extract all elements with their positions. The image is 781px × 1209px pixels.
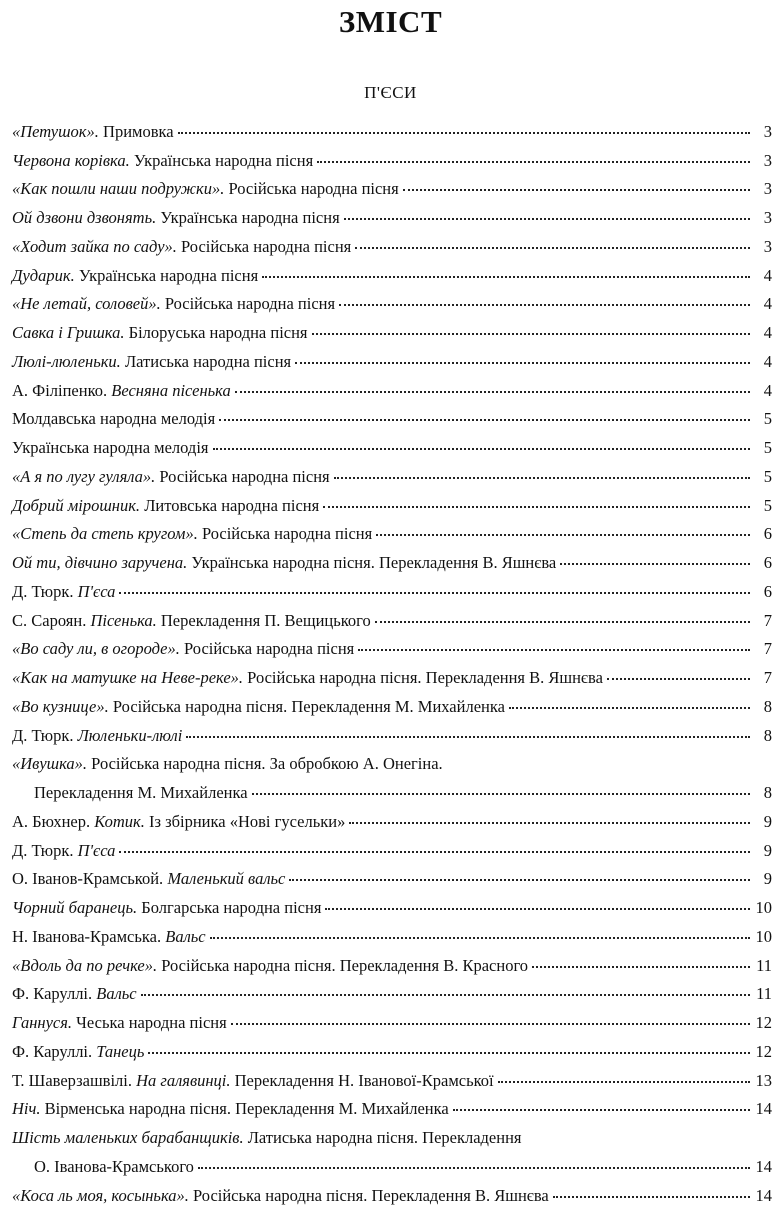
toc-entry-line (12, 524, 772, 544)
toc-entry-title (12, 1128, 522, 1148)
page-number: 9 (763, 869, 772, 889)
toc-entry-text: А. Бюхнер. (12, 811, 95, 831)
toc-entry-line (12, 726, 772, 746)
toc-entry (12, 202, 772, 231)
toc-entry-line (12, 841, 772, 861)
toc-entry-title (12, 1013, 227, 1033)
page-number: 4 (763, 265, 772, 285)
toc-entry-text: Литовська народна пісня (140, 495, 320, 515)
toc-entry-italic-text: «Ходит зайка по саду». (12, 236, 177, 256)
toc-entry (12, 662, 772, 691)
toc-entry-line (12, 467, 772, 487)
toc-entry-italic-text: «Во саду ли, в огороде». (12, 639, 180, 659)
toc-entry-title (12, 726, 182, 746)
dot-leader (178, 131, 750, 134)
toc-entry-title (12, 179, 399, 199)
toc-entry-text: Російська народна пісня. Перекладення В. Яшнєва (188, 1185, 549, 1205)
dot-leader (119, 850, 750, 853)
toc-entry-line (34, 1157, 772, 1177)
toc-entry-text: Ф. Каруллі. (12, 1041, 97, 1061)
dot-leader (355, 246, 750, 249)
toc-entry-title (12, 1071, 494, 1091)
page-number: 11 (756, 955, 772, 975)
toc-entry (12, 231, 772, 260)
toc-entry-italic-text: «Не летай, соловей». (12, 294, 161, 314)
toc-entry-text: Українська народна пісня. Перекладення В. Яшнєва (187, 553, 557, 572)
toc-entry-italic-text: Люленьки-люлі (77, 725, 183, 745)
toc-entry (12, 691, 772, 720)
dot-leader (560, 562, 750, 565)
toc-entry-text: Російська народна пісня (160, 294, 336, 314)
toc-entry-italic-text: Котик. (94, 811, 145, 831)
toc-entry (12, 1007, 772, 1036)
toc-entry-title (12, 697, 505, 717)
toc-entry-title (12, 409, 215, 429)
toc-entry (12, 950, 772, 979)
toc-entry-line (12, 409, 772, 429)
toc-entry-line (12, 1071, 772, 1091)
toc-entry-title (12, 984, 137, 1004)
toc-entry-text: Д. Тюрк. (12, 581, 78, 601)
toc-entry-line (12, 869, 772, 889)
toc-entry (12, 1094, 772, 1123)
dot-leader (334, 476, 750, 479)
toc-entry-italic-text: «Как на матушке на Неве-реке». (12, 668, 244, 687)
toc-entry-line (12, 668, 772, 688)
page-number: 9 (763, 840, 772, 860)
page-number: 10 (755, 898, 772, 917)
toc-entry-line (12, 294, 772, 314)
toc-entry-line (12, 323, 772, 343)
page-number: 6 (763, 581, 772, 601)
toc-entry (12, 260, 772, 289)
page-number: 7 (763, 610, 772, 630)
toc-entry-text: Перекладення М. Михайленка (34, 783, 248, 802)
toc-entry-title (12, 1042, 144, 1062)
toc-entry-text: Українська народна мелодія (12, 438, 209, 457)
dot-leader (119, 591, 750, 594)
toc-entry (12, 576, 772, 605)
toc-entry-italic-text: Ой дзвони дзвонять. (12, 208, 157, 227)
toc-entry-line (12, 582, 772, 602)
toc-entry-title (12, 467, 330, 487)
page-number: 3 (763, 208, 772, 227)
toc-entry (12, 835, 772, 864)
toc-entry-text: Російська народна пісня. Перекладення М. Михайленка (108, 696, 505, 716)
toc-entry-title (12, 956, 528, 976)
toc-entry (12, 864, 772, 893)
toc-entry-text: Російська народна пісня. Перекладення В. Яшнєва (243, 668, 603, 687)
dot-leader (213, 447, 751, 450)
toc-entry-title (12, 1186, 549, 1206)
toc-entry-line (12, 1128, 772, 1148)
dot-leader (344, 217, 750, 220)
toc-entry-line (12, 266, 772, 286)
toc-entry-italic-text: П'єса (77, 840, 116, 860)
page-number: 3 (763, 121, 772, 141)
toc-entry-title (34, 783, 248, 803)
page-number: 8 (763, 783, 772, 802)
toc-entry (12, 461, 772, 490)
toc-entry-line (12, 611, 772, 631)
toc-entry-line (12, 1013, 772, 1033)
toc-entry-italic-text: «Как пошли наши подружки». (12, 179, 225, 199)
dot-leader (198, 1166, 750, 1169)
dot-leader (289, 878, 750, 881)
toc-entry-line (12, 381, 772, 401)
toc-entry-italic-text: Танець (96, 1041, 145, 1061)
page-number: 3 (763, 179, 772, 199)
toc-entry-line (12, 179, 772, 199)
page-number: 5 (763, 495, 772, 515)
toc-entry-title (12, 927, 206, 947)
toc-entry-text: Перекладення Н. Іванової-Крамської (230, 1070, 494, 1090)
toc-entry (12, 1180, 772, 1209)
toc-entry-title (12, 754, 443, 774)
toc-entry-line (12, 927, 772, 947)
toc-entry-italic-text: П'єса (77, 581, 116, 601)
toc-entry (12, 116, 772, 145)
toc-entry (12, 432, 772, 461)
dot-leader (532, 965, 750, 968)
toc-entry-text: Російська народна пісня (155, 466, 330, 486)
toc-entry-italic-text: Ой ти, дівчино заручена. (12, 553, 188, 572)
page-number: 8 (763, 725, 772, 745)
toc-entry-text: Російська народна пісня. За обробкою А. Онегіна. (87, 754, 443, 774)
toc-entry-text: Вірменська народна пісня. Перекладення М. Михайленка (40, 1099, 449, 1119)
dot-leader (349, 821, 750, 824)
dot-leader (317, 160, 750, 163)
dot-leader (607, 677, 750, 680)
dot-leader (323, 505, 750, 508)
toc-entry-line (12, 496, 772, 516)
toc-entry-italic-text: Савка і Гришка. (12, 323, 125, 342)
page-number: 9 (763, 811, 772, 831)
toc-entry-line (12, 984, 772, 1004)
toc-entry-line (12, 438, 772, 458)
dot-leader (375, 620, 750, 623)
toc-entry-text: Російська народна пісня (197, 524, 373, 544)
toc-entry-title (12, 151, 313, 171)
toc-entry-italic-text: Вальс (96, 984, 137, 1004)
toc-entry (12, 490, 772, 519)
toc-entry-italic-text: Ніч. (12, 1099, 41, 1119)
toc-entry-line (34, 783, 772, 803)
toc-entry-text: Російська народна пісня (224, 179, 399, 199)
toc-entry-text: Болгарська народна пісня (137, 898, 322, 917)
dot-leader (325, 907, 750, 910)
toc-entry (12, 317, 772, 346)
page-number: 14 (755, 1099, 772, 1119)
toc-entry-title (12, 668, 603, 688)
toc-entry-title (12, 812, 345, 832)
toc-entry-line (12, 639, 772, 659)
toc-entry (12, 547, 772, 576)
dot-leader (358, 648, 750, 651)
toc-entry-line (12, 553, 772, 573)
page-number: 11 (756, 984, 772, 1004)
toc-entry-line (12, 697, 772, 717)
page-number: 10 (755, 926, 772, 946)
toc-entry-line (12, 122, 772, 142)
toc-entry-text: Російська народна пісня. Перекладення В. Красного (157, 955, 529, 975)
page-number: 14 (755, 1156, 772, 1176)
toc-entry-italic-text: «Петушок». (12, 121, 99, 141)
toc-list (12, 116, 772, 1209)
toc-entry-title (12, 323, 308, 343)
toc-entry-title (12, 294, 335, 314)
toc-entry-title (12, 582, 115, 602)
toc-entry-italic-text: «Ивушка». (12, 754, 88, 774)
toc-entry-italic-text: Дударик. (12, 265, 75, 285)
toc-entry (12, 174, 772, 203)
toc-entry-text: Перекладення П. Вещицького (156, 610, 371, 630)
page-number: 5 (763, 466, 772, 486)
page-number: 5 (763, 438, 772, 457)
dot-leader (339, 303, 750, 306)
toc-entry-title (12, 869, 285, 889)
toc-entry-title (12, 438, 209, 458)
page-number: 7 (763, 639, 772, 659)
toc-entry-text: А. Філіпенко. (12, 380, 112, 400)
toc-entry-text: Російська народна пісня (179, 639, 355, 659)
toc-entry-text: Латиська народна пісня (120, 351, 292, 371)
page-number: 8 (763, 696, 772, 716)
page-number: 3 (763, 236, 772, 256)
toc-entry-title (12, 841, 115, 861)
toc-entry (12, 519, 772, 548)
toc-entry-italic-text: Маленький вальс (167, 869, 286, 889)
page-number: 12 (755, 1041, 772, 1061)
dot-leader (186, 735, 750, 738)
toc-entry-title (12, 639, 354, 659)
toc-entry-text: Чеська народна пісня (72, 1013, 227, 1032)
toc-entry (12, 145, 772, 174)
toc-entry (12, 749, 772, 778)
toc-entry-line (12, 1042, 772, 1062)
toc-entry (12, 921, 772, 950)
toc-entry-title (12, 237, 351, 257)
toc-entry-text: Примовка (98, 121, 174, 141)
toc-entry-text: Д. Тюрк. (12, 840, 78, 860)
dot-leader (509, 706, 750, 709)
page-number: 13 (755, 1070, 772, 1090)
toc-entry (12, 404, 772, 433)
toc-entry (12, 1036, 772, 1065)
toc-entry-text: О. Іванова-Крамського (34, 1156, 194, 1176)
page-number: 4 (763, 380, 772, 400)
toc-entry-line (12, 1099, 772, 1119)
toc-entry-italic-text: Чорний баранець. (12, 898, 138, 917)
toc-entry-italic-text: Пісенька. (90, 610, 157, 630)
toc-entry-line (12, 208, 772, 228)
page-number: 3 (763, 150, 772, 170)
dot-leader (498, 1080, 750, 1083)
toc-entry-text: Із збірника «Нові гусельки» (144, 811, 346, 831)
toc-entry (12, 375, 772, 404)
page-number: 4 (763, 351, 772, 371)
toc-entry-text: Російська народна пісня (176, 236, 352, 256)
toc-entry-title (12, 266, 258, 286)
page-number: 6 (763, 553, 772, 572)
section-heading: П'ЄСИ (364, 83, 417, 102)
dot-leader (235, 390, 750, 393)
toc-entry-title (12, 352, 291, 372)
toc-entry-italic-text: Добрий мірошник. (12, 495, 141, 515)
toc-entry-title (12, 524, 372, 544)
toc-entry-line (12, 754, 772, 774)
page-number: 12 (755, 1013, 772, 1032)
dot-leader (252, 792, 750, 795)
toc-entry-title (12, 898, 321, 918)
page-number: 5 (763, 409, 772, 429)
toc-entry-title (12, 553, 556, 573)
toc-entry-line (12, 151, 772, 171)
toc-entry-italic-text: Шість маленьких барабанщиків. (12, 1128, 244, 1147)
toc-entry-title (12, 122, 174, 142)
toc-entry-line (12, 956, 772, 976)
toc-entry (12, 1151, 772, 1180)
dot-leader (210, 936, 750, 939)
toc-entry-text: Н. Іванова-Крамська. (12, 926, 166, 946)
toc-entry-italic-text: На галявинці. (136, 1070, 231, 1090)
toc-entry (12, 634, 772, 663)
page-number: 4 (763, 294, 772, 314)
toc-entry (12, 1122, 772, 1151)
toc-entry-text: Д. Тюрк. (12, 725, 78, 745)
toc-entry-text: О. Іванов-Крамськой. (12, 869, 168, 889)
page-number: 6 (763, 524, 772, 544)
toc-entry (12, 777, 772, 806)
dot-leader (148, 1051, 750, 1054)
toc-entry-title (12, 611, 371, 631)
toc-entry-text: Українська народна пісня (156, 208, 340, 227)
dot-leader (453, 1108, 750, 1111)
dot-leader (219, 418, 750, 421)
toc-entry-text: Ф. Каруллі. (12, 984, 97, 1004)
toc-entry (12, 979, 772, 1008)
page-title: ЗМІСТ (338, 4, 443, 39)
dot-leader (312, 332, 750, 335)
toc-entry (12, 605, 772, 634)
toc-entry (12, 806, 772, 835)
toc-entry-title (34, 1157, 194, 1177)
toc-entry-text: Українська народна пісня (129, 150, 314, 170)
toc-entry-text: Латиська народна пісня. Перекладення (243, 1128, 522, 1147)
toc-entry-italic-text: Вальс (165, 926, 206, 946)
page-number: 4 (763, 323, 772, 342)
dot-leader (295, 361, 750, 364)
toc-entry-line (12, 812, 772, 832)
toc-entry-text: Українська народна пісня (74, 265, 259, 285)
dot-leader (231, 1022, 750, 1025)
dot-leader (262, 275, 750, 278)
page-number: 7 (763, 668, 772, 687)
dot-leader (141, 993, 750, 996)
toc-entry-title (12, 381, 231, 401)
toc-entry (12, 720, 772, 749)
toc-entry-line (12, 898, 772, 918)
toc-entry-text: Білоруська народна пісня (124, 323, 308, 342)
toc-entry-italic-text: «Вдоль да по речке». (12, 955, 158, 975)
toc-entry-line (12, 352, 772, 372)
toc-entry-italic-text: «Коса ль моя, косынька». (12, 1185, 189, 1205)
toc-entry-italic-text: «Во кузнице». (12, 696, 109, 716)
toc-entry-italic-text: «Степь да степь кругом». (12, 524, 198, 544)
dot-leader (376, 533, 750, 536)
toc-entry-line (12, 237, 772, 257)
toc-entry (12, 1065, 772, 1094)
dot-leader (553, 1195, 750, 1198)
toc-entry (12, 289, 772, 318)
toc-entry-text: Молдавська народна мелодія (12, 409, 216, 429)
toc-entry-italic-text: Червона корівка. (12, 150, 130, 170)
toc-entry-italic-text: «А я по лугу гуляла». (12, 466, 156, 486)
toc-entry-text: Т. Шаверзашвілі. (12, 1070, 137, 1090)
toc-entry-italic-text: Ганнуся. (12, 1013, 73, 1032)
page-number: 14 (755, 1185, 772, 1205)
toc-entry-title (12, 496, 319, 516)
toc-entry-italic-text: Весняна пісенька (111, 380, 231, 400)
toc-entry-title (12, 208, 340, 228)
toc-entry-text: С. Сароян. (12, 610, 91, 630)
toc-entry (12, 892, 772, 921)
dot-leader (403, 188, 750, 191)
toc-entry-title (12, 1099, 449, 1119)
toc-entry-line (12, 1186, 772, 1206)
toc-entry (12, 346, 772, 375)
toc-entry-italic-text: Люлі-люленьки. (12, 351, 121, 371)
